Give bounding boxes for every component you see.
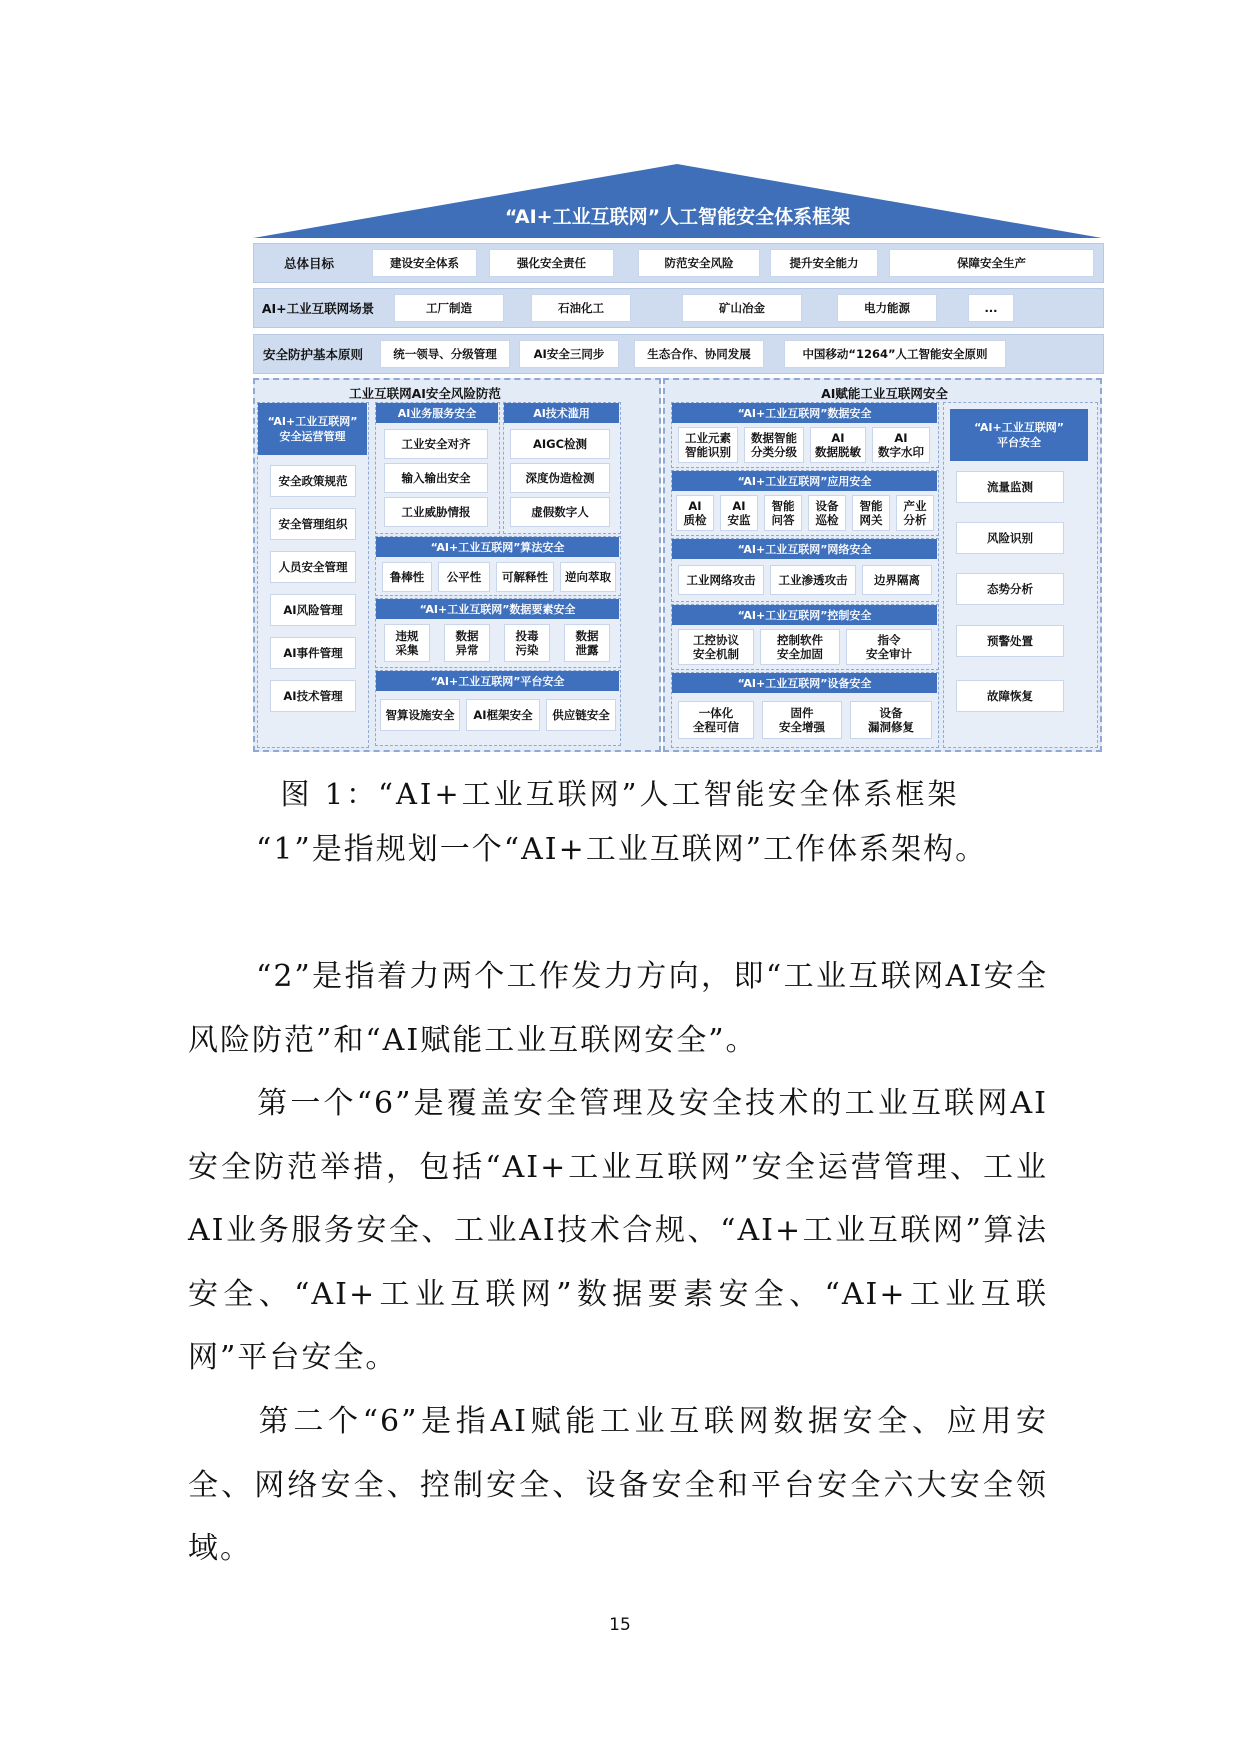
plat-sec-item: 流量监测 (956, 471, 1064, 503)
algo-item: 可解释性 (496, 562, 554, 592)
paragraph-4 (188, 1390, 1048, 1581)
net-sec-section (671, 538, 939, 602)
ctrl-sec-item: 工控协议 安全机制 (678, 629, 754, 665)
app-sec-item: 智能 问答 (764, 495, 802, 531)
row-item: 矿山冶金 (682, 294, 802, 322)
row-item: 建设安全体系 (372, 249, 477, 277)
paragraph-3 (188, 1072, 1048, 1390)
row-item: 保障安全生产 (889, 249, 1094, 277)
figure-caption: 图 1：“AI+工业互联网”人工智能安全体系框架 (280, 777, 960, 811)
ops-item: AI技术管理 (270, 680, 356, 712)
row-item: 中国移动“1264”人工智能安全原则 (784, 340, 1006, 368)
ctrl-sec-item: 指令 安全审计 (846, 629, 932, 665)
algo-item: 逆向萃取 (560, 562, 616, 592)
platform-item: 供应链安全 (546, 699, 616, 731)
paragraph-text: “2”是指着力两个工作发力方向，即“工业互联网AI安全风险防范”和“AI赋能工业互联网安全”。 (188, 959, 1048, 1058)
section-header: “AI+工业互联网”设备安全 (672, 673, 937, 693)
biz-item: 工业安全对齐 (384, 429, 488, 459)
data-sec-section (671, 402, 939, 468)
paragraph-2 (188, 945, 1048, 1072)
net-sec-item: 边界隔离 (862, 565, 932, 595)
data-sec-item: 数据智能 分类分级 (744, 427, 804, 463)
data-sec-item: AI 数字水印 (872, 427, 930, 463)
app-sec-item: AI 质检 (676, 495, 714, 531)
data-sec-item: AI 数据脱敏 (810, 427, 866, 463)
section-header: “AI+工业互联网”控制安全 (672, 605, 937, 625)
row-principles (253, 334, 1104, 374)
dev-sec-item: 设备 漏洞修复 (850, 701, 932, 739)
row-item: ... (968, 294, 1014, 322)
figure-title: “AI+工业互联网”人工智能安全体系框架 (504, 206, 851, 228)
ctrl-sec-item: 控制软件 安全加固 (760, 629, 840, 665)
app-sec-item: 智能 网关 (852, 495, 890, 531)
panel-title: AI赋能工业互联网安全 (821, 386, 948, 401)
row-label: 安全防护基本原则 (262, 347, 363, 362)
row-goals (253, 243, 1104, 283)
app-sec-item: 产业 分析 (896, 495, 934, 531)
row-scenes (253, 288, 1104, 328)
app-sec-item: AI 安监 (720, 495, 758, 531)
algo-section (375, 536, 621, 596)
data-sec-item: 工业元素 智能识别 (678, 427, 738, 463)
section-header: “AI+工业互联网”网络安全 (672, 539, 937, 559)
row-item: 生态合作、协同发展 (634, 340, 764, 368)
ops-item: 人员安全管理 (270, 551, 356, 583)
section-header: “AI+工业互联网”应用安全 (672, 471, 937, 491)
row-item: AI安全三同步 (519, 340, 619, 368)
left-panel (253, 378, 661, 752)
abuse-item: 深度伪造检测 (510, 463, 610, 493)
platform-section (375, 670, 621, 746)
dev-sec-item: 固件 安全增强 (762, 701, 842, 739)
biz-item: 输入输出安全 (384, 463, 488, 493)
row-item: 提升安全能力 (770, 249, 878, 277)
ops-section (257, 402, 369, 748)
algo-item: 鲁棒性 (382, 562, 432, 592)
page-number: 15 (609, 1615, 631, 1635)
plat-sec-item: 预警处置 (956, 625, 1064, 657)
ops-item: AI事件管理 (270, 637, 356, 669)
paragraph-text: 第一个“6”是覆盖安全管理及安全技术的工业互联网AI安全防范举措，包括“AI+工业互联网”安全运营管理、工业AI业务服务安全、工业AI技术合规、“AI+工业互联网”算法安全、“AI+工业互联网”数据要素安全、“AI+工业互联网”平台安全。 (188, 1086, 1048, 1375)
dev-sec-section (671, 672, 939, 748)
row-item: 防范安全风险 (638, 249, 760, 277)
section-header: “AI+工业互联网”平台安全 (376, 671, 619, 691)
abuse-section (503, 402, 621, 534)
algo-item: 公平性 (438, 562, 490, 592)
right-panel (663, 378, 1102, 752)
abuse-item: 虚假数字人 (510, 497, 610, 527)
row-label: AI+工业互联网场景 (261, 301, 375, 316)
net-sec-item: 工业渗透攻击 (770, 565, 856, 595)
plat-sec-section (943, 402, 1098, 748)
section-header: AI技术滥用 (504, 403, 619, 423)
panel-title: 工业互联网AI安全风险防范 (349, 386, 501, 401)
platform-item: AI框架安全 (466, 699, 540, 731)
dev-sec-item: 一体化 全程可信 (678, 701, 754, 739)
row-item: 电力能源 (837, 294, 937, 322)
section-header: “AI+工业互联网”数据安全 (672, 403, 937, 423)
plat-sec-item: 故障恢复 (956, 680, 1064, 712)
ops-item: 安全管理组织 (270, 508, 356, 540)
data-item: 违规 采集 (384, 624, 430, 662)
app-sec-item: 设备 巡检 (808, 495, 846, 531)
section-header: AI业务服务安全 (376, 403, 498, 423)
data-element-section (375, 598, 621, 668)
row-item: 统一领导、分级管理 (380, 340, 510, 368)
data-item: 数据 异常 (444, 624, 490, 662)
ops-item: AI风险管理 (270, 594, 356, 626)
framework-figure (250, 160, 1105, 752)
plat-sec-item: 态势分析 (956, 573, 1064, 605)
row-item: 工厂制造 (394, 294, 504, 322)
biz-section (375, 402, 500, 534)
net-sec-item: 工业网络攻击 (678, 565, 764, 595)
data-item: 投毒 污染 (504, 624, 550, 662)
biz-item: 工业威胁情报 (384, 497, 488, 527)
platform-item: 智算设施安全 (380, 699, 460, 731)
row-item: 石油化工 (531, 294, 631, 322)
paragraph-text: 第二个“6”是指AI赋能工业互联网数据安全、应用安全、网络安全、控制安全、设备安全和平台安全六大安全领域。 (188, 1404, 1048, 1566)
section-header: “AI+工业互联网” 平台安全 (950, 409, 1088, 461)
paragraph-1 (188, 818, 1048, 882)
data-item: 数据 泄露 (564, 624, 610, 662)
ctrl-sec-section (671, 604, 939, 670)
roof-shape (250, 160, 1105, 242)
plat-sec-item: 风险识别 (956, 522, 1064, 554)
app-sec-section (671, 470, 939, 536)
row-item: 强化安全责任 (489, 249, 614, 277)
ops-item: 安全政策规范 (270, 465, 356, 497)
section-header: “AI+工业互联网”算法安全 (376, 537, 619, 557)
row-label: 总体目标 (283, 256, 334, 271)
section-header: “AI+工业互联网”数据要素安全 (376, 599, 619, 619)
section-header: “AI+工业互联网” 安全运营管理 (258, 403, 367, 455)
abuse-item: AIGC检测 (510, 429, 610, 459)
paragraph-text: “1”是指规划一个“AI+工业互联网”工作体系架构。 (256, 832, 988, 867)
